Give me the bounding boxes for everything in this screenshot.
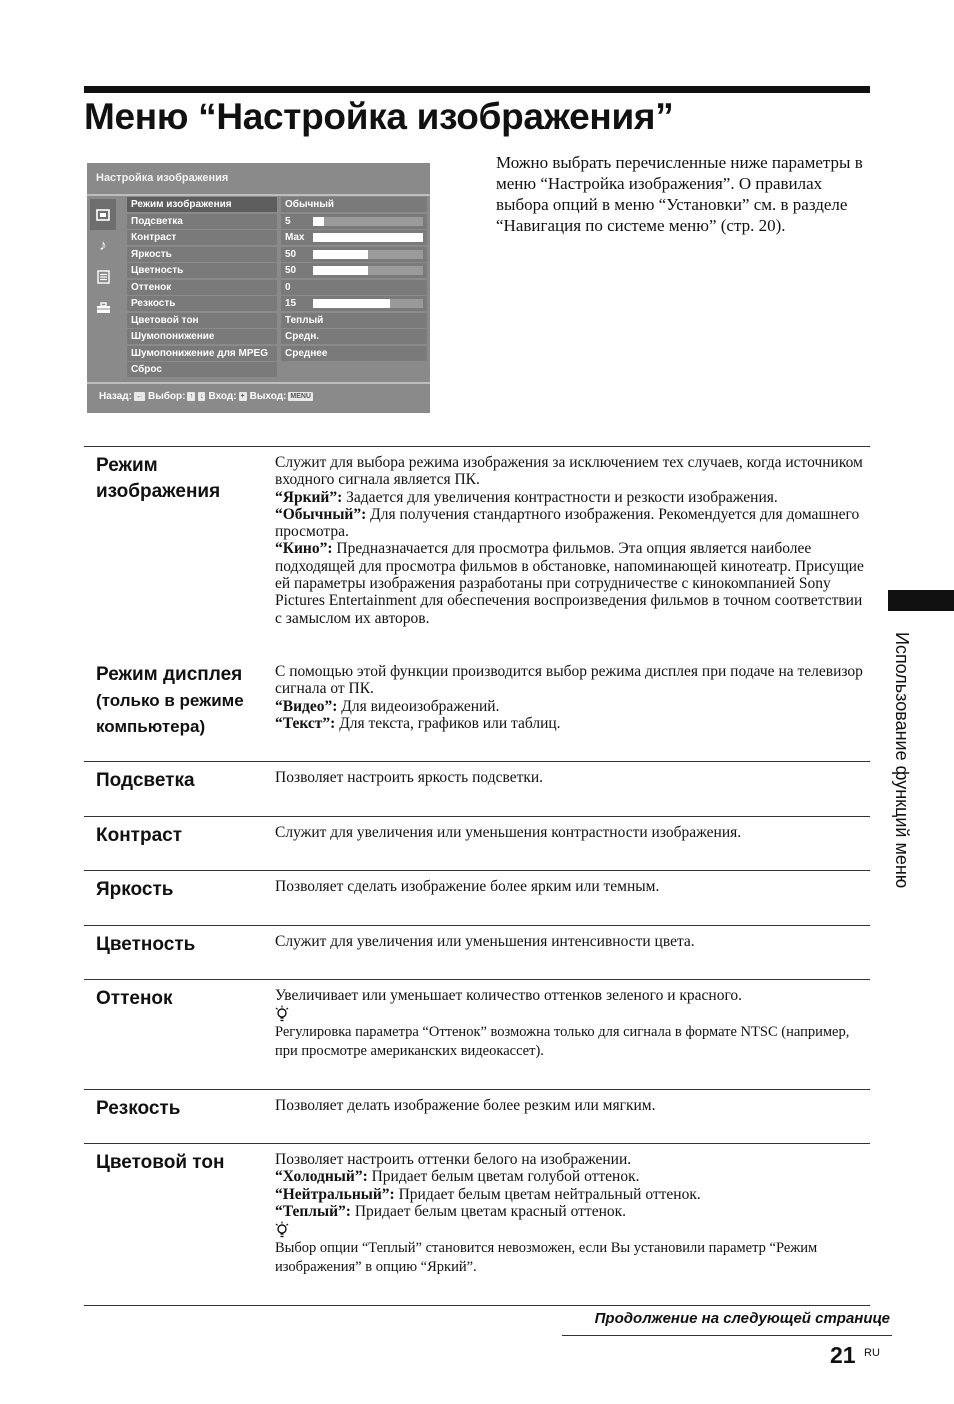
osd-separator-bottom xyxy=(87,382,430,384)
osd-row-value xyxy=(281,214,427,229)
osd-row-value xyxy=(281,329,427,344)
description-paragraph xyxy=(275,715,871,732)
osd-row-value xyxy=(281,313,427,328)
osd-menu-row[interactable] xyxy=(127,230,427,245)
osd-title: Настройка изображения xyxy=(96,172,229,184)
description-paragraph xyxy=(275,1097,871,1114)
osd-row-text-value: Средн. xyxy=(285,331,320,342)
osd-menu-row[interactable] xyxy=(127,197,427,212)
menu-key-icon: MENU xyxy=(290,393,311,400)
tip-lightbulb-icon xyxy=(275,1221,289,1239)
side-tab-label: Использование функций меню xyxy=(892,632,912,889)
osd-row-number: 50 xyxy=(285,248,297,260)
tip-lightbulb-icon xyxy=(275,1005,289,1023)
osd-row-label: Шумопонижение xyxy=(127,329,277,344)
osd-row-value xyxy=(281,230,427,245)
option-name: “Холодный”: xyxy=(275,1168,368,1186)
toolbox-icon[interactable] xyxy=(90,292,116,323)
osd-menu-row[interactable] xyxy=(127,280,427,295)
description-paragraph xyxy=(275,1203,871,1220)
page-title: Меню “Настройка изображения” xyxy=(84,96,674,137)
setting-name xyxy=(96,1150,266,1176)
table-row xyxy=(84,447,870,655)
table-row xyxy=(84,926,870,979)
option-name: “Кино”: xyxy=(275,540,333,558)
enter-key-icon: + xyxy=(240,393,245,400)
paragraph-text: Позволяет настроить оттенки белого на изображении. xyxy=(275,1151,632,1168)
osd-level-bar xyxy=(313,299,423,308)
osd-row-number: 5 xyxy=(285,215,291,227)
option-name: “Теплый”: xyxy=(275,1202,351,1220)
paragraph-text: Позволяет настроить яркость подсветки. xyxy=(275,769,544,786)
osd-menu-row[interactable] xyxy=(127,247,427,262)
setting-description xyxy=(275,454,871,627)
setting-description xyxy=(275,878,871,895)
osd-row-number: Max xyxy=(285,232,305,243)
setting-name xyxy=(96,453,266,505)
option-name: “Видео”: xyxy=(275,697,338,715)
osd-row-value xyxy=(281,296,427,311)
setting-name xyxy=(96,768,266,794)
paragraph-text: С помощью этой функции производится выбор режима дисплея при подаче на телевизор сигнала от ПК. xyxy=(275,663,863,698)
description-paragraph xyxy=(275,663,871,698)
table-divider xyxy=(84,1305,870,1306)
osd-menu-row[interactable] xyxy=(127,296,427,311)
paragraph-text: Задается для увеличения контрастности и резкости изображения. xyxy=(342,488,778,506)
table-row xyxy=(84,656,870,761)
osd-row-value xyxy=(281,280,427,295)
osd-separator-top xyxy=(87,194,430,196)
music-note-icon[interactable]: ♪ xyxy=(99,237,107,254)
osd-row-label: Шумопонижение для MPEG xyxy=(127,346,277,361)
table-row xyxy=(84,762,870,816)
paragraph-text: Служит для увеличения или уменьшения интенсивности цвета. xyxy=(275,933,695,950)
down-arrow-icon: ↓ xyxy=(199,393,204,400)
osd-row-value xyxy=(281,247,427,262)
page-language: RU xyxy=(864,1347,880,1359)
description-paragraph xyxy=(275,506,871,541)
setting-description xyxy=(275,933,871,950)
setting-name xyxy=(96,932,266,958)
description-paragraph xyxy=(275,1168,871,1185)
tip-text: Выбор опции “Теплый” становится невозможен, если Вы установили параметр “Режим изображения” в опцию “Яркий”. xyxy=(275,1240,818,1276)
setting-description xyxy=(275,1151,871,1277)
osd-row-label: Режим изображения xyxy=(127,197,277,212)
paragraph-text: Для видеоизображений. xyxy=(337,697,500,715)
osd-level-bar-fill xyxy=(313,217,324,226)
paragraph-text: Позволяет делать изображение более резким или мягким. xyxy=(275,1097,656,1114)
setting-name xyxy=(96,986,266,1012)
osd-level-bar-fill xyxy=(313,250,368,259)
osd-menu-row[interactable] xyxy=(127,329,427,344)
osd-row-text-value: Обычный xyxy=(285,199,335,210)
osd-enter-label: Вход: xyxy=(208,391,237,402)
osd-row-value xyxy=(281,346,427,361)
setting-name-text: Оттенок xyxy=(96,988,173,1009)
paragraph-text: Придает белым цветам голубой оттенок. xyxy=(367,1168,640,1186)
table-row xyxy=(84,1090,870,1143)
description-paragraph xyxy=(275,769,871,786)
setting-name-text: Режим дисплея xyxy=(96,664,243,685)
description-paragraph xyxy=(275,987,871,1004)
table-row xyxy=(84,980,870,1089)
osd-row-label: Цветовой тон xyxy=(127,313,277,328)
option-name: “Яркий”: xyxy=(275,488,343,506)
paragraph-text: Придает белым цветам нейтральный оттенок. xyxy=(394,1185,701,1203)
osd-row-label: Цветность xyxy=(127,263,277,278)
setting-description xyxy=(275,1097,871,1114)
osd-row-label: Подсветка xyxy=(127,214,277,229)
osd-level-bar xyxy=(313,266,423,275)
paragraph-text: Для получения стандартного изображения. Рекомендуется для домашнего просмотра. xyxy=(275,505,860,541)
osd-level-bar xyxy=(313,250,423,259)
osd-row-number: 15 xyxy=(285,298,297,309)
option-name: “Обычный”: xyxy=(275,505,367,523)
osd-menu-row[interactable] xyxy=(127,313,427,328)
osd-row-value xyxy=(281,263,427,278)
osd-menu-row[interactable] xyxy=(127,214,427,229)
table-row xyxy=(84,817,870,870)
osd-row-value xyxy=(281,362,427,377)
setting-name-text: Яркость xyxy=(96,879,174,900)
description-paragraph xyxy=(275,824,871,841)
description-paragraph xyxy=(275,698,871,715)
osd-level-bar-fill xyxy=(313,233,423,242)
setting-name-text: Резкость xyxy=(96,1098,181,1119)
description-paragraph xyxy=(275,878,871,895)
osd-menu-row[interactable] xyxy=(127,362,427,377)
table-row xyxy=(84,1144,870,1305)
setting-name xyxy=(96,823,266,849)
osd-back-label: Назад: xyxy=(99,391,132,402)
osd-row-label: Сброс xyxy=(127,362,277,377)
side-tab-marker xyxy=(888,590,954,611)
back-arrow-icon: ← xyxy=(135,393,143,400)
option-name: “Нейтральный”: xyxy=(275,1185,395,1203)
picture-icon[interactable] xyxy=(90,199,116,230)
setting-name-text: Контраст xyxy=(96,825,183,846)
osd-row-value xyxy=(281,197,427,212)
setting-name-text: Цветность xyxy=(96,934,196,955)
paragraph-text: Увеличивает или уменьшает количество оттенков зеленого и красного. xyxy=(275,987,743,1004)
osd-row-label: Резкость xyxy=(127,296,277,311)
setting-name-text: Подсветка xyxy=(96,770,195,791)
setting-name-text: Режим изображения xyxy=(96,455,221,502)
continued-note: Продолжение на следующей странице xyxy=(594,1310,890,1327)
osd-level-bar-fill xyxy=(313,266,368,275)
osd-row-text-value: 0 xyxy=(285,281,291,293)
table-row xyxy=(84,871,870,925)
setting-name xyxy=(96,1096,266,1122)
osd-menu xyxy=(87,163,430,413)
settings-description-table xyxy=(84,446,870,1306)
option-name: “Текст”: xyxy=(275,714,336,732)
setting-description xyxy=(275,824,871,841)
paragraph-text: Служит для увеличения или уменьшения контрастности изображения. xyxy=(275,824,742,841)
setting-name xyxy=(96,662,266,740)
osd-row-list xyxy=(127,197,427,379)
osd-select-label: Выбор: xyxy=(147,391,186,402)
up-arrow-icon: ↑ xyxy=(189,393,193,400)
setting-name-text: Цветовой тон xyxy=(96,1152,225,1173)
description-paragraph xyxy=(275,1151,871,1168)
intro-text: Можно выбрать перечисленные ниже параметры в меню “Настройка изображения”. О правилах выбора опций в меню “Установки” см. в разделе “Навигация по системе меню” (стр. 20). xyxy=(496,153,863,235)
osd-menu-row[interactable] xyxy=(127,346,427,361)
osd-row-label: Яркость xyxy=(127,247,277,262)
setting-description xyxy=(275,663,871,732)
top-rule xyxy=(84,86,870,93)
paragraph-text: Для текста, графиков или таблиц. xyxy=(335,714,561,732)
setting-description xyxy=(275,769,871,786)
paragraph-text: Служит для выбора режима изображения за исключением тех случаев, когда источником входного сигнала является ПК. xyxy=(275,454,863,489)
osd-row-text-value: Теплый xyxy=(285,314,324,326)
tip-text: Регулировка параметра “Оттенок” возможна только для сигнала в формате NTSC (например, при просмотре американских видеокассет). xyxy=(275,1024,850,1060)
page-number: 21 xyxy=(830,1342,856,1368)
setting-name-note: (только в режиме компьютера) xyxy=(96,691,244,736)
osd-level-bar xyxy=(313,233,423,242)
setting-description xyxy=(275,987,871,1061)
osd-footer xyxy=(99,391,316,402)
continued-rule xyxy=(562,1335,892,1336)
osd-row-text-value: Среднее xyxy=(285,347,328,359)
paragraph-text: Предназначается для просмотра фильмов. Эта опция является наиболее подходящей для просмотра фильмов в обстановке, напоминающей кинотеатр. Присущие ей параметры изображения разработаны при сотрудничестве с кинокомпанией Sony Pictures Entertainment для обеспечения воспроизведения фильмов в точном соответствии с замыслом их авторов. xyxy=(275,540,864,627)
paragraph-text: Позволяет сделать изображение более ярким или темным. xyxy=(275,878,660,895)
osd-row-label: Контраст xyxy=(127,230,277,245)
osd-row-number: 50 xyxy=(285,265,297,276)
setting-name xyxy=(96,877,266,903)
description-paragraph xyxy=(275,540,871,626)
description-paragraph xyxy=(275,489,871,506)
osd-level-bar-fill xyxy=(313,299,390,308)
description-paragraph xyxy=(275,1186,871,1203)
osd-row-label: Оттенок xyxy=(127,280,277,295)
osd-exit-label: Выход: xyxy=(249,391,287,402)
osd-menu-row[interactable] xyxy=(127,263,427,278)
list-icon[interactable] xyxy=(90,261,116,292)
osd-icon-column xyxy=(90,199,116,323)
description-paragraph xyxy=(275,933,871,950)
osd-level-bar xyxy=(313,217,423,226)
description-paragraph xyxy=(275,454,871,489)
paragraph-text: Придает белым цветам красный оттенок. xyxy=(350,1202,627,1220)
